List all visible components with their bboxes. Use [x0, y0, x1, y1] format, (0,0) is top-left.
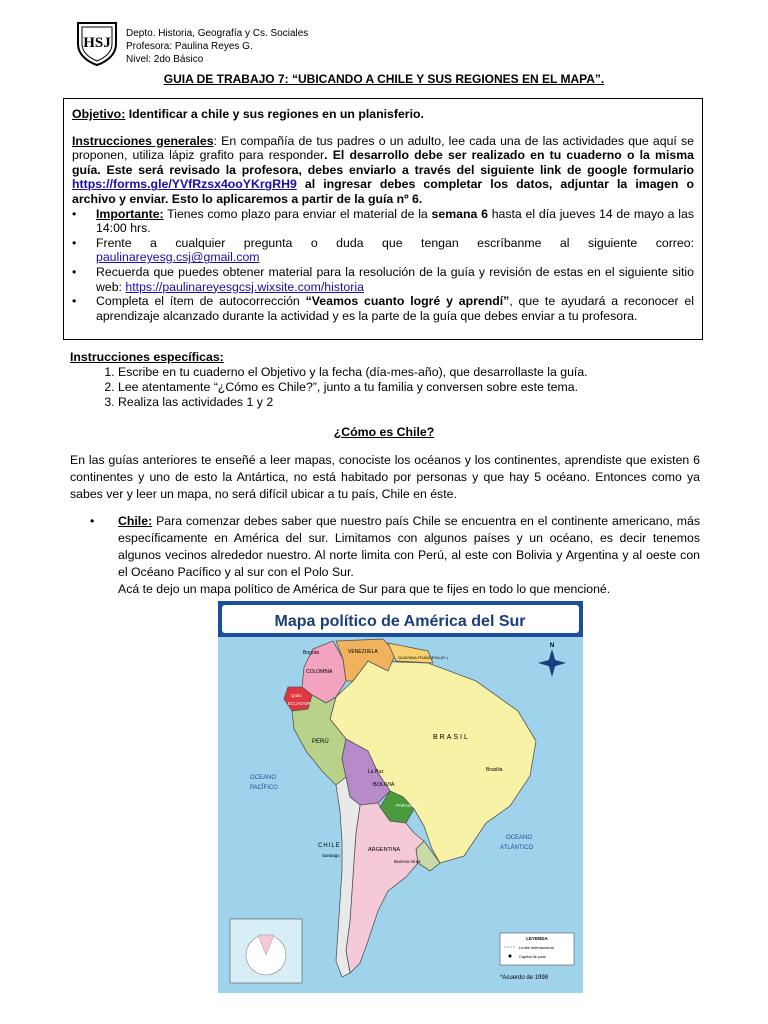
bullet-important: • Importante: Tienes como plazo para enviar el material de la semana 6 hasta el día jueves 14 de mayo a las 14:00 hrs.	[72, 206, 694, 236]
label-venezuela: VENEZUELA	[348, 649, 378, 655]
south-america-political-map	[218, 601, 583, 993]
bullet-selfcheck: • Completa el ítem de autocorrección “Veamos cuanto logré y aprendí”, que te ayudará a reconocer el aprendizaje alcanzado durante la actividad y es la parte de la guía que debes enviar a tu profesora.	[72, 294, 694, 323]
specific-instructions	[70, 350, 700, 410]
label-bogota: Bogotá	[303, 650, 319, 656]
label-ecuador: ECUADOR	[288, 701, 311, 706]
objective	[72, 107, 694, 122]
chile-paragraph: • Chile: Para comenzar debes saber que nuestro país Chile se encuentra en el continente americano, más específicamente en América del sur. Limitamos con algunos países y un océano, es decir tenemos algunos vecinos alrededor nuestro. Al norte limita con Perú, al este con Bolivia y Argentina y al oeste con el Océano Pacífico y al sur con el Polo Sur. Acá te dejo un mapa político de América de Sur para que te fijes en todo lo que mencioné.	[90, 514, 700, 596]
instructions-box	[63, 98, 703, 340]
list-item: 2. Lee atentamente “¿Cómo es Chile?”, junto a tu familia y conversen sobre este tema.	[118, 380, 700, 395]
objective-text: Identificar a chile y sus regiones en un planisferio.	[125, 107, 424, 121]
general-label: Instrucciones generales	[72, 133, 214, 148]
form-link[interactable]: https://forms.gle/YVfRzsx4ooYKrgRH9	[72, 177, 297, 192]
legend-capital: Capital de país	[519, 954, 546, 959]
specific-heading: Instrucciones específicas:	[70, 350, 224, 364]
svg-text:N: N	[549, 643, 555, 649]
label-brasil: BRASIL	[433, 734, 470, 741]
intro-paragraph: En las guías anteriores te enseñé a leer mapas, conociste los océanos y los continentes, aprendiste que existen 6 continentes y uno de esto la Antártica, no está habitado por personas y que hay 5 océano. Entonces como ya sabes ver y leer un mapa, no será difícil ubicar a tu país, Chile en éste.	[70, 453, 700, 501]
page-title: GUIA DE TRABAJO 7: “UBICANDO A CHILE Y SUS REGIONES EN EL MAPA”.	[163, 72, 605, 86]
teacher-line: Profesora: Paulina Reyes G.	[126, 41, 253, 52]
school-shield-logo	[74, 20, 120, 66]
label-guyana-fr: GUAYANA FRANCESA (Fr.)	[398, 655, 448, 660]
label-atlantic-1: OCEANO	[506, 835, 533, 841]
label-paraguay: PARAGUAY	[396, 803, 421, 808]
legend-title: LEYENDA	[526, 936, 548, 941]
department-line: Depto. Historia, Geografía y Cs. Sociales	[126, 28, 309, 39]
svg-text:HSJ: HSJ	[83, 35, 111, 51]
email-link[interactable]: paulinareyesg.csj@gmail.com	[96, 250, 260, 265]
objective-label: Objetivo:	[72, 107, 126, 121]
label-atlantic-2: ATLÁNTICO	[500, 845, 534, 851]
label-colombia: COLOMBIA	[306, 669, 333, 675]
label-peru: PERÚ	[312, 739, 329, 745]
bullet-email: • Frente a cualquier pregunta o duda que tengan escríbanme al siguiente correo: paulinareyesg.csj@gmail.com	[72, 235, 694, 265]
list-item: 1. Escribe en tu cuaderno el Objetivo y la fecha (día-mes-año), que desarrollaste la guía.	[118, 365, 700, 380]
label-quito: Quito	[291, 693, 302, 698]
map-note: *Acuerdo de 1998	[500, 975, 549, 981]
label-brasilia: Brasilia	[486, 767, 503, 773]
specific-list	[70, 365, 700, 410]
level-line: Nivel: 2do Básico	[126, 54, 204, 65]
label-argentina: ARGENTINA	[368, 847, 401, 853]
website-link[interactable]: https://paulinareyesgcsj.wixsite.com/historia	[125, 279, 364, 294]
section-subtitle: ¿Cómo es Chile?	[333, 425, 435, 439]
label-pacific-2: PACÍFICO	[250, 785, 278, 791]
label-pacific-1: OCEANO	[250, 775, 277, 781]
label-lapaz: La Paz	[368, 769, 384, 775]
header-lines	[126, 27, 308, 66]
general-instructions: Instrucciones generales: En compañía de tus padres o un adulto, lee cada una de las actividades que aquí se proponen, utiliza lápiz grafito para responder. El desarrollo debe ser realizado en tu cuaderno o la misma guía. Este será revisado la profesora, debes enviarlo a través del siguiente link de google formulario https://forms.gle/YVfRzsx4ooYKrgRH9 al ingresar debes completar los datos, adjuntar la imagen o archivo y enviar. Esto lo aplicaremos a partir de la guía nº 6.	[72, 133, 695, 206]
list-item: 3. Realiza las actividades 1 y 2	[118, 395, 700, 410]
label-buenosaires: Buenos Aires	[394, 859, 421, 864]
chile-label: Chile:	[118, 514, 153, 528]
label-bolivia: BOLIVIA	[373, 782, 395, 788]
map-title: Mapa político de América del Sur	[274, 613, 526, 630]
bullet-website: • Recuerda que puedes obtener material para la resolución de la guía y revisión de estas en el siguiente sitio web: https://paulinareyesgcsj.wixsite.com/historia	[72, 264, 694, 294]
label-chile: CHILE	[318, 843, 341, 849]
label-santiago: Santiago	[322, 853, 340, 858]
legend-limit: Límite internacional	[519, 945, 554, 950]
